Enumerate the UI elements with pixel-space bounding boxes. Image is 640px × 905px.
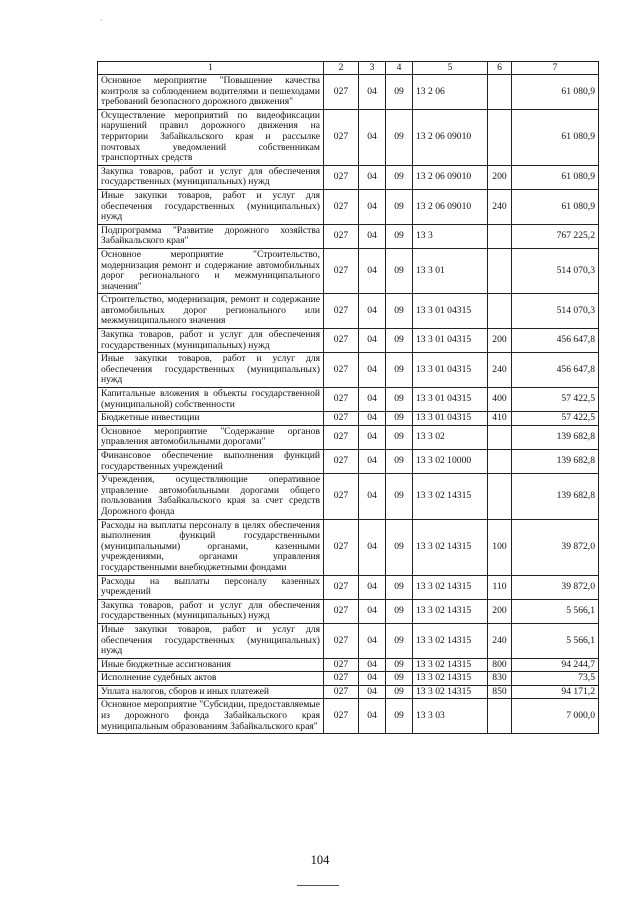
cell-target-article: 13 2 06 [413,75,488,110]
cell-expense-type: 100 [488,519,512,575]
cell-target-article: 13 3 02 14315 [413,685,488,699]
table-row [98,75,599,110]
cell-subsection: 09 [386,672,413,686]
cell-amount: 139 682,8 [512,450,599,474]
cell-target-article: 13 3 02 [413,425,488,449]
cell-target-article: 13 3 02 10000 [413,450,488,474]
cell-amount: 57 422,5 [512,412,599,426]
cell-name: Расходы на выплаты персоналу в целях обеспечения выполнения функций государственными (муниципальными) органами, казенными учреждениями, органами управления государственными внебюджетными фондами [98,519,324,575]
cell-section: 04 [359,623,386,658]
table-row [98,699,599,734]
cell-section: 04 [359,189,386,224]
table-row [98,599,599,623]
cell-name: Уплата налогов, сборов и иных платежей [98,685,324,699]
cell-ministry-code: 027 [324,388,359,412]
table-row [98,412,599,426]
cell-amount: 61 080,9 [512,75,599,110]
cell-expense-type [488,450,512,474]
cell-name: Осуществление мероприятий по видеофиксации нарушений правил дорожного движения на территории Забайкальского края и рассылке почтовых уведомлений собственникам транспортных средств [98,109,324,165]
cell-section: 04 [359,165,386,189]
header-col-3: 3 [359,62,386,75]
cell-target-article: 13 3 02 14315 [413,575,488,599]
cell-target-article: 13 3 03 [413,699,488,734]
cell-name: Основное мероприятие "Субсидии, предоставляемые из дорожного фонда Забайкальского края муниципальным образованиям Забайкальского края" [98,699,324,734]
cell-subsection: 09 [386,474,413,519]
header-col-7: 7 [512,62,599,75]
table-row [98,388,599,412]
cell-expense-type [488,294,512,329]
cell-section: 04 [359,474,386,519]
cell-section: 04 [359,685,386,699]
header-col-2: 2 [324,62,359,75]
cell-amount: 61 080,9 [512,109,599,165]
cell-subsection: 09 [386,248,413,293]
cell-target-article: 13 3 [413,224,488,248]
cell-name: Иные бюджетные ассигнования [98,658,324,672]
header-col-4: 4 [386,62,413,75]
cell-subsection: 09 [386,75,413,110]
table-row [98,109,599,165]
cell-target-article: 13 3 02 14315 [413,474,488,519]
cell-name: Закупка товаров, работ и услуг для обеспечения государственных (муниципальных) нужд [98,329,324,353]
cell-name: Основное мероприятие "Повышение качества контроля за соблюдением водителями и пешеходами требований безопасного дорожного движения" [98,75,324,110]
scan-marks: · [100,16,111,25]
cell-ministry-code: 027 [324,599,359,623]
cell-expense-type: 240 [488,623,512,658]
table-row [98,658,599,672]
cell-subsection: 09 [386,685,413,699]
cell-name: Строительство, модернизация, ремонт и содержание автомобильных дорог регионального или межмуниципального значения [98,294,324,329]
cell-target-article: 13 3 01 04315 [413,388,488,412]
cell-section: 04 [359,450,386,474]
cell-section: 04 [359,109,386,165]
cell-expense-type [488,75,512,110]
cell-section: 04 [359,412,386,426]
cell-subsection: 09 [386,294,413,329]
cell-amount: 5 566,1 [512,599,599,623]
cell-target-article: 13 3 01 04315 [413,294,488,329]
table-row [98,329,599,353]
cell-ministry-code: 027 [324,353,359,388]
cell-name: Финансовое обеспечение выполнения функций государственных учреждений [98,450,324,474]
cell-section: 04 [359,248,386,293]
header-col-1: 1 [98,62,324,75]
header-col-5: 5 [413,62,488,75]
table-row [98,450,599,474]
cell-name: Закупка товаров, работ и услуг для обеспечения государственных (муниципальных) нужд [98,599,324,623]
cell-subsection: 09 [386,450,413,474]
cell-expense-type: 200 [488,599,512,623]
cell-expense-type: 400 [488,388,512,412]
cell-subsection: 09 [386,224,413,248]
cell-name: Основное мероприятие "Строительство, модернизация ремонт и содержание автомобильных дорог регионального и межмуниципального значения" [98,248,324,293]
cell-ministry-code: 027 [324,329,359,353]
cell-name: Основное мероприятие "Содержание органов управления автомобильными дорогами" [98,425,324,449]
cell-section: 04 [359,224,386,248]
cell-expense-type [488,474,512,519]
cell-ministry-code: 027 [324,294,359,329]
cell-name: Подпрограмма "Развитие дорожного хозяйства Забайкальского края" [98,224,324,248]
cell-section: 04 [359,75,386,110]
cell-subsection: 09 [386,329,413,353]
cell-subsection: 09 [386,599,413,623]
cell-amount: 139 682,8 [512,474,599,519]
cell-amount: 456 647,8 [512,329,599,353]
cell-ministry-code: 027 [324,658,359,672]
cell-amount: 94 244,7 [512,658,599,672]
cell-section: 04 [359,699,386,734]
cell-expense-type [488,248,512,293]
cell-amount: 767 225,2 [512,224,599,248]
cell-ministry-code: 027 [324,699,359,734]
cell-ministry-code: 027 [324,425,359,449]
cell-target-article: 13 3 01 04315 [413,329,488,353]
cell-subsection: 09 [386,353,413,388]
cell-amount: 39 872,0 [512,519,599,575]
cell-target-article: 13 3 02 14315 [413,623,488,658]
cell-section: 04 [359,353,386,388]
cell-subsection: 09 [386,575,413,599]
cell-expense-type: 850 [488,685,512,699]
cell-ministry-code: 027 [324,75,359,110]
cell-target-article: 13 3 02 14315 [413,672,488,686]
table-row [98,294,599,329]
cell-ministry-code: 027 [324,189,359,224]
cell-expense-type: 800 [488,658,512,672]
cell-amount: 7 000,0 [512,699,599,734]
table-row [98,474,599,519]
cell-ministry-code: 027 [324,248,359,293]
cell-name: Иные закупки товаров, работ и услуг для обеспечения государственных (муниципальных) нужд [98,189,324,224]
cell-expense-type: 200 [488,329,512,353]
cell-ministry-code: 027 [324,623,359,658]
header-col-6: 6 [488,62,512,75]
cell-target-article: 13 2 06 09010 [413,109,488,165]
page-number: 104 [310,853,330,867]
cell-target-article: 13 3 01 [413,248,488,293]
cell-expense-type: 240 [488,189,512,224]
cell-amount: 94 171,2 [512,685,599,699]
cell-target-article: 13 3 02 14315 [413,658,488,672]
cell-ministry-code: 027 [324,165,359,189]
table-row [98,519,599,575]
table-row [98,353,599,388]
table-row [98,575,599,599]
cell-name: Исполнение судебных актов [98,672,324,686]
cell-amount: 514 070,3 [512,294,599,329]
cell-target-article: 13 3 01 04315 [413,353,488,388]
cell-name: Закупка товаров, работ и услуг для обеспечения государственных (муниципальных) нужд [98,165,324,189]
cell-name: Капитальные вложения в объекты государственной (муниципальной) собственности [98,388,324,412]
cell-section: 04 [359,294,386,329]
cell-amount: 73,5 [512,672,599,686]
cell-name: Иные закупки товаров, работ и услуг для обеспечения государственных (муниципальных) нужд [98,353,324,388]
cell-amount: 57 422,5 [512,388,599,412]
cell-ministry-code: 027 [324,474,359,519]
cell-section: 04 [359,658,386,672]
cell-section: 04 [359,425,386,449]
cell-section: 04 [359,388,386,412]
cell-subsection: 09 [386,623,413,658]
table-row [98,623,599,658]
table-row [98,248,599,293]
cell-subsection: 09 [386,699,413,734]
cell-name: Учреждения, осуществляющие оперативное управление автомобильными дорогами общего пользования Забайкальского края за счет средств Дорожного фонда [98,474,324,519]
cell-expense-type [488,109,512,165]
cell-subsection: 09 [386,425,413,449]
cell-target-article: 13 3 02 14315 [413,519,488,575]
table-row [98,189,599,224]
cell-subsection: 09 [386,165,413,189]
cell-ministry-code: 027 [324,412,359,426]
cell-section: 04 [359,599,386,623]
cell-section: 04 [359,575,386,599]
cell-amount: 456 647,8 [512,353,599,388]
cell-name: Расходы на выплаты персоналу казенных учреждений [98,575,324,599]
cell-section: 04 [359,329,386,353]
cell-amount: 139 682,8 [512,425,599,449]
cell-expense-type [488,699,512,734]
cell-name: Бюджетные инвестиции [98,412,324,426]
table-row [98,672,599,686]
cell-expense-type: 410 [488,412,512,426]
cell-expense-type [488,425,512,449]
cell-expense-type [488,224,512,248]
cell-ministry-code: 027 [324,575,359,599]
cell-target-article: 13 2 06 09010 [413,165,488,189]
cell-target-article: 13 3 02 14315 [413,599,488,623]
table-header-row [98,62,599,75]
cell-section: 04 [359,672,386,686]
cell-amount: 61 080,9 [512,189,599,224]
table-row [98,165,599,189]
cell-ministry-code: 027 [324,450,359,474]
budget-table [97,61,599,734]
cell-target-article: 13 2 06 09010 [413,189,488,224]
cell-amount: 39 872,0 [512,575,599,599]
cell-subsection: 09 [386,109,413,165]
table-row [98,425,599,449]
cell-section: 04 [359,519,386,575]
cell-ministry-code: 027 [324,685,359,699]
cell-subsection: 09 [386,658,413,672]
footer-rule [297,885,339,886]
cell-ministry-code: 027 [324,109,359,165]
cell-subsection: 09 [386,189,413,224]
cell-expense-type: 110 [488,575,512,599]
cell-expense-type: 830 [488,672,512,686]
cell-ministry-code: 027 [324,224,359,248]
table-row [98,224,599,248]
table-body [98,75,599,734]
cell-subsection: 09 [386,388,413,412]
cell-subsection: 09 [386,519,413,575]
cell-ministry-code: 027 [324,672,359,686]
cell-ministry-code: 027 [324,519,359,575]
table-row [98,685,599,699]
cell-amount: 5 566,1 [512,623,599,658]
cell-target-article: 13 3 01 04315 [413,412,488,426]
cell-amount: 514 070,3 [512,248,599,293]
cell-subsection: 09 [386,412,413,426]
cell-amount: 61 080,9 [512,165,599,189]
cell-expense-type: 240 [488,353,512,388]
cell-expense-type: 200 [488,165,512,189]
cell-name: Иные закупки товаров, работ и услуг для обеспечения государственных (муниципальных) нужд [98,623,324,658]
